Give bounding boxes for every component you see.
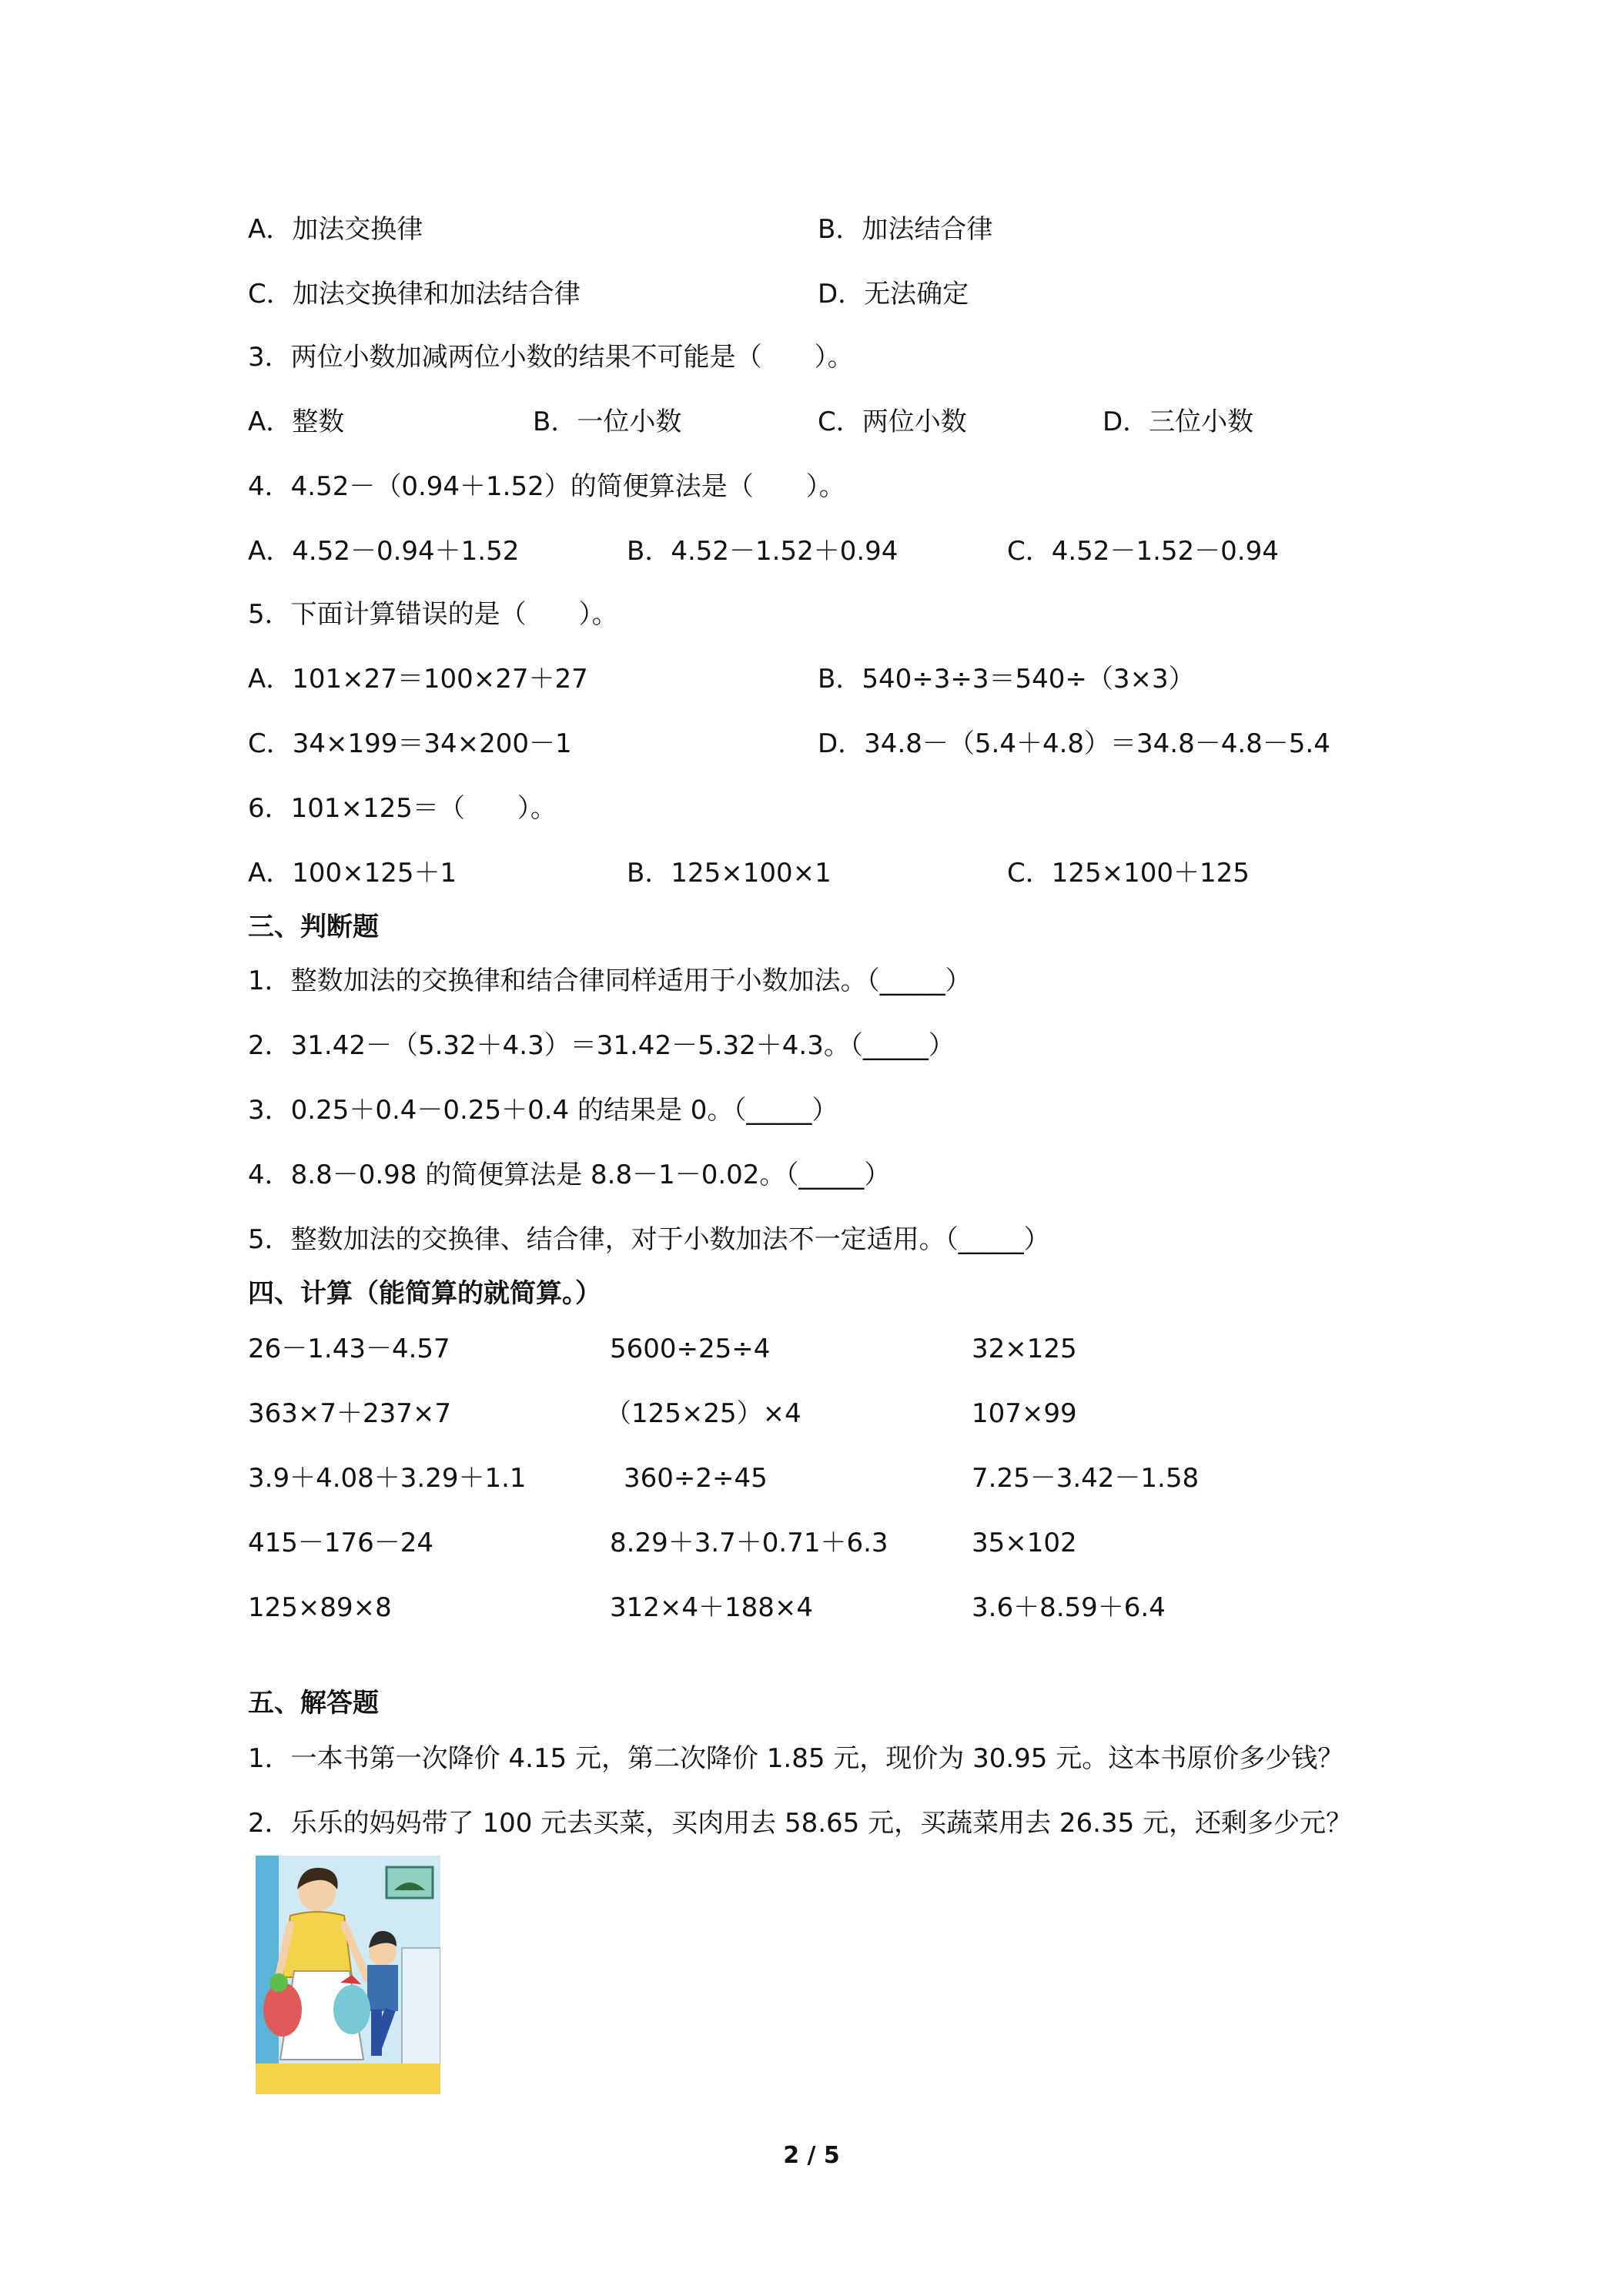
q4-option-c: C．4.52－1.52－0.94 <box>1007 536 1279 567</box>
calc-item: 32×125 <box>972 1334 1077 1364</box>
calc-item: 363×7＋237×7 <box>248 1398 452 1429</box>
calc-item: （125×25）×4 <box>605 1398 801 1429</box>
tf-item-5: 5．整数加法的交换律、结合律，对于小数加法不一定适用。（_____） <box>248 1224 1050 1255</box>
calc-item: 3.9＋4.08＋3.29＋1.1 <box>248 1463 527 1494</box>
q2-option-c: C．加法交换律和加法结合律 <box>248 279 581 310</box>
calc-item: 35×102 <box>972 1528 1077 1558</box>
calc-item: 312×4＋188×4 <box>610 1592 814 1623</box>
q5-option-c: C．34×199＝34×200－1 <box>248 728 572 759</box>
page-number: 2 / 5 <box>783 2142 840 2169</box>
tf-item-1: 1．整数加法的交换律和结合律同样适用于小数加法。（_____） <box>248 966 972 996</box>
word-problem-2: 2．乐乐的妈妈带了 100 元去买菜，买肉用去 58.65 元，买蔬菜用去 26.35 元，还剩多少元？ <box>248 1808 1353 1839</box>
q4-option-a: A．4.52－0.94＋1.52 <box>248 536 520 567</box>
q4-option-b: B．4.52－1.52＋0.94 <box>627 536 899 567</box>
q5-option-a: A．101×27＝100×27＋27 <box>248 664 588 694</box>
q5-option-d: D．34.8－（5.4＋4.8）＝34.8－4.8－5.4 <box>818 728 1330 759</box>
q6-option-c: C．125×100＋125 <box>1007 858 1250 889</box>
calc-item: 26－1.43－4.57 <box>248 1334 450 1364</box>
q6-stem: 6．101×125＝（ ）。 <box>248 793 557 824</box>
section3-title: 三、判断题 <box>248 912 379 942</box>
tf-item-3: 3．0.25＋0.4－0.25＋0.4 的结果是 0。（_____） <box>248 1095 838 1126</box>
calc-item: 125×89×8 <box>248 1592 392 1623</box>
q4-stem: 4．4.52－（0.94＋1.52）的简便算法是（ ）。 <box>248 471 845 502</box>
calc-item: 3.6＋8.59＋6.4 <box>972 1592 1166 1623</box>
mother-boy-shopping-illustration <box>256 1856 440 2094</box>
calc-item: 415－176－24 <box>248 1528 434 1558</box>
tf-item-2: 2．31.42－（5.32＋4.3）＝31.42－5.32＋4.3。（_____） <box>248 1030 955 1061</box>
q3-stem: 3．两位小数加减两位小数的结果不可能是（ ）。 <box>248 342 854 373</box>
q3-option-a: A．整数 <box>248 407 345 437</box>
section5-title: 五、解答题 <box>248 1688 379 1719</box>
q6-option-a: A．100×125＋1 <box>248 858 457 889</box>
tf-item-4: 4．8.8－0.98 的简便算法是 8.8－1－0.02。（_____） <box>248 1160 891 1190</box>
q5-stem: 5．下面计算错误的是（ ）。 <box>248 599 618 630</box>
calc-item: 107×99 <box>972 1398 1077 1429</box>
q3-option-b: B．一位小数 <box>533 407 682 437</box>
q5-option-b: B．540÷3÷3＝540÷（3×3） <box>818 664 1195 694</box>
word-problem-1: 1．一本书第一次降价 4.15 元，第二次降价 1.85 元，现价为 30.95 元。这本书原价多少钱？ <box>248 1743 1344 1774</box>
q6-option-b: B．125×100×1 <box>627 858 832 889</box>
q3-option-d: D．三位小数 <box>1103 407 1254 437</box>
calc-item: 5600÷25÷4 <box>610 1334 771 1364</box>
calc-item: 7.25－3.42－1.58 <box>972 1463 1200 1494</box>
q3-option-c: C．两位小数 <box>818 407 967 437</box>
calc-item: 360÷2÷45 <box>624 1463 768 1494</box>
q2-option-a: A．加法交换律 <box>248 214 423 245</box>
section4-title: 四、计算（能简算的就简算。） <box>248 1278 601 1309</box>
calc-item: 8.29＋3.7＋0.71＋6.3 <box>610 1528 888 1558</box>
q2-option-b: B．加法结合律 <box>818 214 993 245</box>
q2-option-d: D．无法确定 <box>818 279 969 310</box>
